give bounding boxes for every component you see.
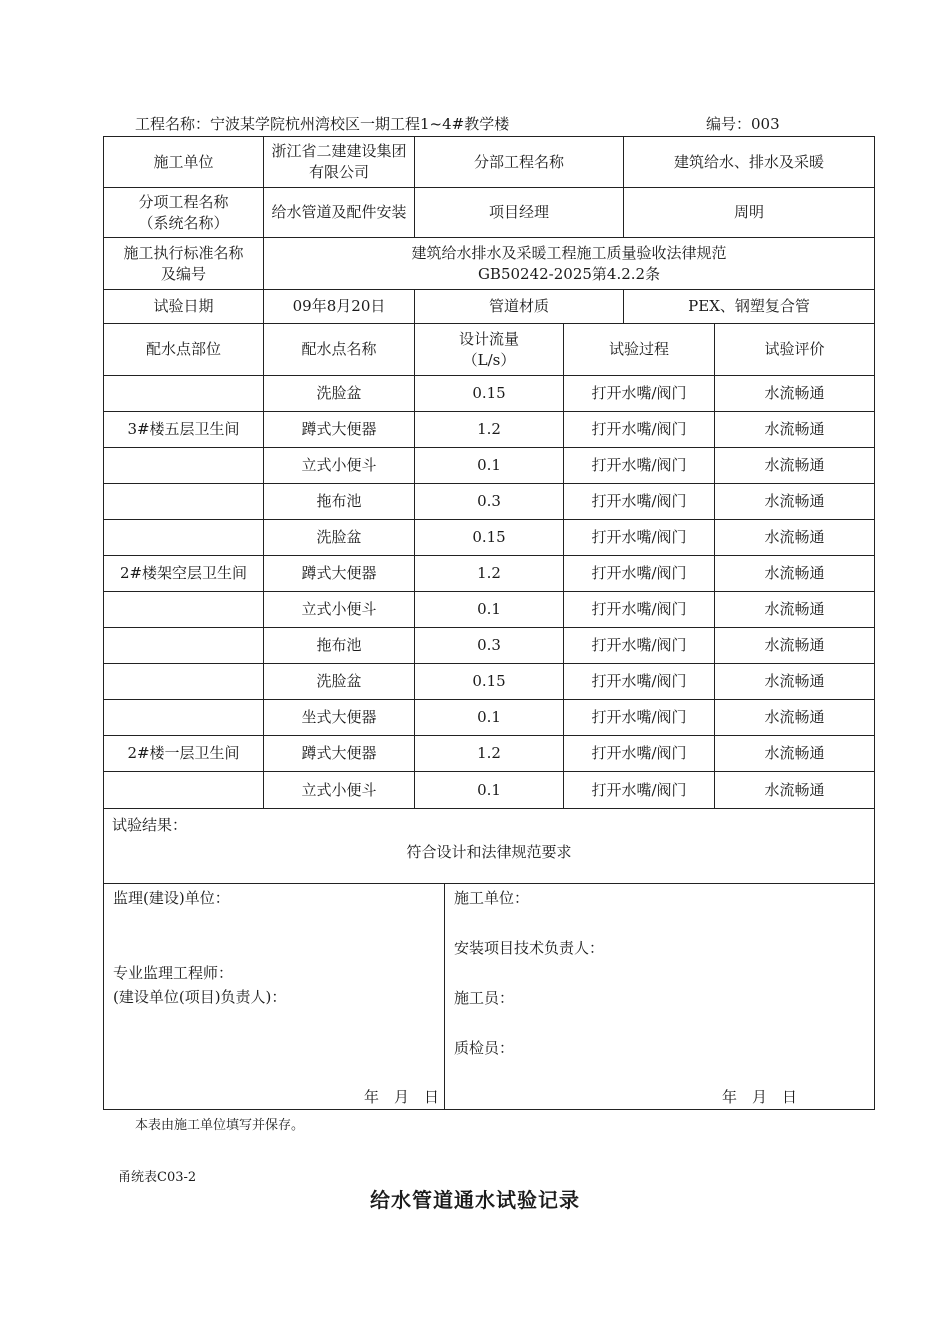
supervisor-signoff bbox=[104, 884, 445, 1110]
standard-value-line2: GB50242-2025第4.2.2条 bbox=[477, 264, 661, 283]
row-point-name: 洗脸盆 bbox=[264, 664, 415, 700]
results-label: 试验结果： bbox=[112, 816, 188, 834]
standard-label-line2: 及编号 bbox=[160, 264, 206, 283]
row-point-name: 蹲式大便器 bbox=[264, 412, 415, 448]
table-row bbox=[104, 772, 875, 809]
row-process: 打开水嘴/阀门 bbox=[564, 556, 715, 592]
col-location: 配水点部位 bbox=[104, 324, 264, 376]
sub-project-value: 建筑给水、排水及采暖 bbox=[624, 137, 875, 188]
row-flow: 0.15 bbox=[415, 520, 564, 556]
table-row bbox=[104, 376, 875, 412]
row-evaluation: 水流畅通 bbox=[715, 592, 875, 628]
material-label: 管道材质 bbox=[415, 290, 624, 324]
row-location bbox=[104, 484, 264, 520]
row-point-name: 蹲式大便器 bbox=[264, 736, 415, 772]
test-date-label: 试验日期 bbox=[104, 290, 264, 324]
row-evaluation: 水流畅通 bbox=[715, 484, 875, 520]
row-point-name: 洗脸盆 bbox=[264, 520, 415, 556]
row-evaluation: 水流畅通 bbox=[715, 412, 875, 448]
column-header-row bbox=[104, 324, 875, 376]
item-label bbox=[104, 188, 264, 238]
signoff-row bbox=[104, 884, 875, 1110]
material-value: PEX、钢塑复合管 bbox=[624, 290, 875, 324]
row-point-name: 洗脸盆 bbox=[264, 376, 415, 412]
row-flow: 1.2 bbox=[415, 556, 564, 592]
row-location bbox=[104, 376, 264, 412]
table-row bbox=[104, 556, 875, 592]
row-process: 打开水嘴/阀门 bbox=[564, 700, 715, 736]
row-evaluation: 水流畅通 bbox=[715, 448, 875, 484]
row-evaluation: 水流畅通 bbox=[715, 664, 875, 700]
unit-label: 施工单位 bbox=[104, 137, 264, 188]
test-date-value: 09年8月20日 bbox=[264, 290, 415, 324]
contractor-unit-label: 施工单位： bbox=[454, 889, 530, 907]
table-row bbox=[104, 448, 875, 484]
info-row-unit bbox=[104, 137, 875, 188]
contractor-signoff bbox=[445, 884, 875, 1110]
project-name: 工程名称：宁波某学院杭州湾校区一期工程1~4#教学楼 bbox=[135, 115, 510, 133]
form-number: 甬统表C03-2 bbox=[118, 1170, 197, 1185]
col-flow-line1: 设计流量 bbox=[459, 329, 520, 348]
footer-note: 本表由施工单位填写并保存。 bbox=[135, 1118, 305, 1133]
row-flow: 0.15 bbox=[415, 376, 564, 412]
results-cell bbox=[104, 809, 875, 884]
standard-label bbox=[104, 238, 264, 290]
row-point-name: 坐式大便器 bbox=[264, 700, 415, 736]
item-label-line1: 分项工程名称 bbox=[138, 192, 229, 211]
item-value: 给水管道及配件安装 bbox=[264, 188, 415, 238]
row-process: 打开水嘴/阀门 bbox=[564, 376, 715, 412]
worker-label: 施工员： bbox=[454, 989, 515, 1007]
row-process: 打开水嘴/阀门 bbox=[564, 772, 715, 809]
tech-lead-label: 安装项目技术负责人： bbox=[454, 939, 605, 957]
row-evaluation: 水流畅通 bbox=[715, 520, 875, 556]
record-number: 编号：003 bbox=[706, 115, 780, 133]
contractor-date: 年 月 日 bbox=[722, 1088, 798, 1106]
row-flow: 0.1 bbox=[415, 448, 564, 484]
supervisor-unit-label: 监理(建设)单位： bbox=[113, 889, 230, 907]
row-flow: 1.2 bbox=[415, 412, 564, 448]
manager-label: 项目经理 bbox=[415, 188, 624, 238]
row-location: 2#楼一层卫生间 bbox=[104, 736, 264, 772]
row-location bbox=[104, 592, 264, 628]
table-row bbox=[104, 628, 875, 664]
row-process: 打开水嘴/阀门 bbox=[564, 664, 715, 700]
info-row-date bbox=[104, 290, 875, 324]
row-point-name: 立式小便斗 bbox=[264, 448, 415, 484]
row-location: 2#楼架空层卫生间 bbox=[104, 556, 264, 592]
row-process: 打开水嘴/阀门 bbox=[564, 412, 715, 448]
row-location bbox=[104, 664, 264, 700]
owner-rep-label: (建设单位(项目)负责人)： bbox=[113, 988, 287, 1006]
table-row bbox=[104, 664, 875, 700]
info-row-standard bbox=[104, 238, 875, 290]
row-flow: 0.1 bbox=[415, 592, 564, 628]
row-evaluation: 水流畅通 bbox=[715, 376, 875, 412]
row-location bbox=[104, 772, 264, 809]
test-record-table bbox=[103, 136, 875, 1110]
standard-value bbox=[264, 238, 875, 290]
row-evaluation: 水流畅通 bbox=[715, 700, 875, 736]
col-flow-line2: （L/s） bbox=[462, 350, 516, 369]
row-flow: 0.15 bbox=[415, 664, 564, 700]
table-row bbox=[104, 700, 875, 736]
sub-project-label: 分部工程名称 bbox=[415, 137, 624, 188]
standard-label-line1: 施工执行标准名称 bbox=[123, 243, 244, 262]
standard-value-line1: 建筑给水排水及采暖工程施工质量验收法律规范 bbox=[411, 243, 727, 262]
supervisor-engineer-label: 专业监理工程师： bbox=[113, 964, 234, 982]
row-location: 3#楼五层卫生间 bbox=[104, 412, 264, 448]
row-location bbox=[104, 700, 264, 736]
col-flow bbox=[415, 324, 564, 376]
row-flow: 0.3 bbox=[415, 628, 564, 664]
row-location bbox=[104, 628, 264, 664]
col-evaluation: 试验评价 bbox=[715, 324, 875, 376]
results-row bbox=[104, 809, 875, 884]
row-location bbox=[104, 448, 264, 484]
row-evaluation: 水流畅通 bbox=[715, 628, 875, 664]
table-row bbox=[104, 520, 875, 556]
col-point-name: 配水点名称 bbox=[264, 324, 415, 376]
row-process: 打开水嘴/阀门 bbox=[564, 520, 715, 556]
row-point-name: 蹲式大便器 bbox=[264, 556, 415, 592]
row-process: 打开水嘴/阀门 bbox=[564, 628, 715, 664]
inspector-label: 质检员： bbox=[454, 1039, 515, 1057]
results-text: 符合设计和法律规范要求 bbox=[406, 843, 572, 861]
row-location bbox=[104, 520, 264, 556]
row-point-name: 立式小便斗 bbox=[264, 772, 415, 809]
row-evaluation: 水流畅通 bbox=[715, 736, 875, 772]
row-process: 打开水嘴/阀门 bbox=[564, 736, 715, 772]
row-process: 打开水嘴/阀门 bbox=[564, 448, 715, 484]
supervisor-date: 年 月 日 bbox=[364, 1088, 440, 1106]
item-label-line2: （系统名称） bbox=[138, 213, 229, 232]
row-point-name: 立式小便斗 bbox=[264, 592, 415, 628]
row-point-name: 拖布池 bbox=[264, 628, 415, 664]
manager-value: 周明 bbox=[624, 188, 875, 238]
row-flow: 0.1 bbox=[415, 700, 564, 736]
row-flow: 1.2 bbox=[415, 736, 564, 772]
table-row bbox=[104, 412, 875, 448]
col-process: 试验过程 bbox=[564, 324, 715, 376]
info-row-item bbox=[104, 188, 875, 238]
row-process: 打开水嘴/阀门 bbox=[564, 484, 715, 520]
document-title: 给水管道通水试验记录 bbox=[370, 1188, 580, 1212]
row-evaluation: 水流畅通 bbox=[715, 772, 875, 809]
row-process: 打开水嘴/阀门 bbox=[564, 592, 715, 628]
table-row bbox=[104, 736, 875, 772]
row-point-name: 拖布池 bbox=[264, 484, 415, 520]
row-flow: 0.3 bbox=[415, 484, 564, 520]
unit-value-line2: 有限公司 bbox=[309, 163, 370, 181]
row-evaluation: 水流畅通 bbox=[715, 556, 875, 592]
table-row bbox=[104, 484, 875, 520]
table-row bbox=[104, 592, 875, 628]
unit-value bbox=[264, 137, 415, 188]
unit-value-line1: 浙江省二建建设集团 bbox=[271, 142, 407, 160]
row-flow: 0.1 bbox=[415, 772, 564, 809]
